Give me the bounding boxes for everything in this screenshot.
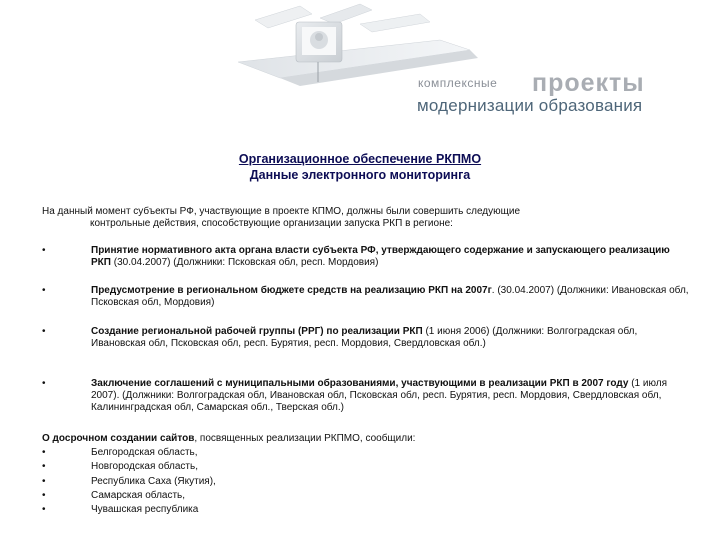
bullet: •: [42, 378, 46, 389]
brand-subtitle: комплексные: [418, 76, 498, 90]
action-rest: (1 июня 2006) (Должники: Волгоградская обл, Ивановская обл, Псковская обл, респ. Бурятия, респ. Мордовия, Свердловская обл.): [91, 326, 638, 349]
bullet: •: [42, 245, 46, 256]
action-bold: Предусмотрение в региональном бюджете средств на реализацию РКП на 2007г: [91, 285, 492, 296]
bullet: •: [42, 475, 46, 487]
intro-line-1: На данный момент субъекты РФ, участвующие в проекте КПМО, должны были совершить следующие: [42, 206, 521, 217]
region-name: Республика Саха (Якутия),: [91, 475, 216, 487]
bullet: •: [42, 489, 46, 501]
header-graphic: [238, 4, 478, 86]
action-item: [42, 245, 692, 269]
sites-section: [42, 432, 692, 517]
title-line-1: Организационное обеспечение РКПМО: [238, 152, 482, 166]
sites-lead-rest: , посвященных реализации РКПМО, сообщили:: [194, 433, 416, 444]
list-item: [42, 489, 692, 503]
region-name: Чувашская республика: [91, 503, 199, 515]
brand-tagline: модернизации образования: [417, 96, 643, 115]
list-item: [42, 446, 692, 460]
action-bold: Заключение соглашений с муниципальными образованиями, участвующими в реализации РКП в 2007 году: [91, 378, 629, 389]
bullet: •: [42, 447, 46, 459]
page-title: [0, 151, 720, 183]
region-name: Новгородская область,: [91, 461, 198, 473]
action-bold: Принятие нормативного акта органа власти субъекта РФ, утверждающего содержание и запускающего реализацию РКП: [91, 245, 670, 268]
bullet: •: [42, 326, 46, 337]
action-bold: Создание региональной рабочей группы (РРГ) по реализации РКП: [91, 326, 423, 337]
region-name: Самарская область,: [91, 489, 186, 501]
action-rest: (1 июля 2007). (Должники: Волгоградская обл, Ивановская обл, Псковская обл, респ. Бурятия, респ. Мордовия, Свердловская обл, Калининградская обл, Самарская обл., Тверская обл.): [91, 378, 668, 413]
list-item: [42, 475, 692, 489]
action-item: [42, 285, 692, 309]
bullet: •: [42, 461, 46, 473]
action-item: [42, 326, 692, 350]
action-rest: . (30.04.2007) (Должники: Ивановская обл, Псковская обл, Мордовия): [91, 285, 689, 308]
bullet: •: [42, 285, 46, 296]
bullet: •: [42, 503, 46, 515]
sites-lead: [42, 432, 692, 446]
title-line-2: Данные электронного мониторинга: [249, 168, 471, 182]
region-name: Белгородская область,: [91, 447, 198, 459]
sites-lead-bold: О досрочном создании сайтов: [42, 433, 195, 444]
intro-line-2: контрольные действия, способствующие организации запуска РКП в регионе:: [90, 218, 453, 229]
action-item: [42, 378, 692, 414]
brand-title: проекты: [532, 69, 645, 97]
action-rest: (30.04.2007) (Должники: Псковская обл, респ. Мордовия): [110, 257, 379, 268]
list-item: [42, 503, 692, 517]
list-item: [42, 460, 692, 474]
intro-paragraph: [42, 206, 682, 230]
